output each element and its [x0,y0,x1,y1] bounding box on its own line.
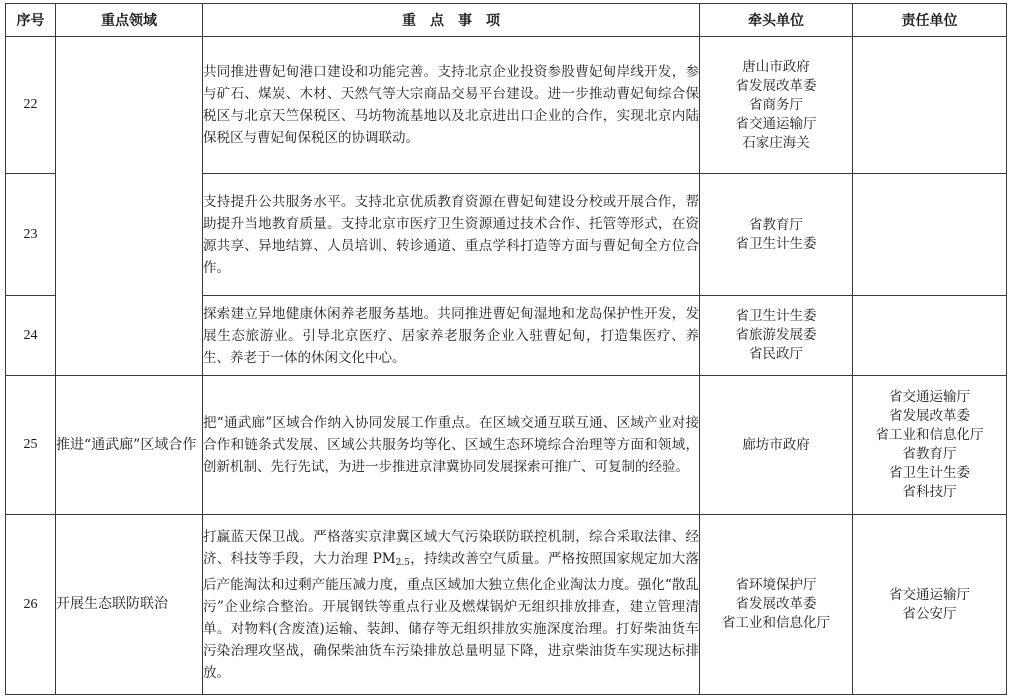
header-task: 重点事项 [203,4,700,37]
table-row [6,376,1007,515]
row-number: 25 [6,376,56,515]
lead-unit: 石家庄海关 [742,134,810,151]
row-number: 26 [6,515,56,695]
table-row [6,515,1007,695]
header-resp: 责任单位 [853,4,1007,37]
task-text-part: ，持续改善空气质量。严格按照国家规定加大落后产能淘汰和过剩产能压减力度，重点区域加大独立焦化企业淘汰力度。强化“散乱污”企业综合整治。开展钢铁等重点行业及燃煤锅炉无组织排放排查，建立管理清单。对物料(含废渣)运输、装卸、储存等无组织排放实施深度治理。打好柴油货车污染治理攻坚战，确保柴油货车污染排放总量明显下降，进京柴油货车实现达标排放。 [203,550,700,681]
lead-unit: 省民政厅 [749,346,803,362]
pm-subscript: 2.5 [395,557,410,568]
row-number: 23 [6,174,56,296]
lead-unit: 唐山市政府 [742,58,810,75]
row-number: 24 [6,296,56,376]
lead-unit-cell [700,296,853,376]
lead-unit: 廊坊市政府 [742,436,810,453]
resp-unit: 省教育厅 [902,446,957,462]
lead-unit: 省工业和信息化厅 [722,615,830,631]
lead-unit: 省旅游发展委 [735,327,817,343]
lead-unit: 省交通运输厅 [735,115,817,132]
task-cell: 探索建立异地健康休闲养老服务基地。共同推进曹妃甸湿地和龙岛保护性开发，发展生态旅游业。引导北京医疗、居家养老服务企业入驻曹妃甸，打造集医疗、养生、养老于一体的休闲文化中心。 [203,296,700,376]
area-cell: 开展生态联防联治 [56,515,203,695]
table-header-row [6,4,1007,37]
row-number: 22 [6,37,56,174]
header-area: 重点领域 [56,4,203,37]
lead-unit-cell [700,376,853,515]
resp-unit: 省工业和信息化厅 [875,427,984,443]
task-cell: 支持提升公共服务水平。支持北京优质教育资源在曹妃甸建设分校或开展合作，帮助提升当地教育质量。支持北京市医疗卫生资源通过技术合作、托管等形式，在资源共享、异地结算、人员培训、转诊通道、重点学科打造等方面与曹妃甸全方位合作。 [203,174,700,296]
lead-unit: 省卫生计生委 [735,235,817,252]
resp-unit: 省交通运输厅 [889,586,970,603]
lead-unit-cell [700,37,853,174]
resp-unit: 省交通运输厅 [889,389,970,405]
lead-unit-cell [700,515,853,695]
task-text-part: 打赢蓝天保卫战。严格落实京津冀区域大气污染联防联控机制，综合采取法律、经济、科技等手段，大力治理 PM [203,528,699,567]
table-row [6,37,1007,174]
area-cell-empty [56,37,203,376]
resp-unit-cell [853,296,1007,376]
task-cell: 把“通武廊”区域合作纳入协同发展工作重点。在区域交通互联互通、区域产业对接合作和链条式发展、区域公共服务均等化、区域生态环境综合治理等方面和领域，创新机制、先行先试，为进一步推进京津冀协同发展探索可推广、可复制的经验。 [203,376,700,515]
lead-unit: 省教育厅 [749,216,803,233]
lead-unit-cell [700,174,853,296]
task-table [5,3,1007,695]
resp-unit-cell [853,37,1007,174]
lead-unit: 省卫生计生委 [735,308,817,324]
resp-unit: 省公安厅 [902,605,957,622]
resp-unit: 省卫生计生委 [889,465,970,481]
resp-unit-cell [853,174,1007,296]
lead-unit: 省发展改革委 [735,596,817,612]
task-cell: 共同推进曹妃甸港口建设和功能完善。支持北京企业投资参股曹妃甸岸线开发，参与矿石、煤炭、木材、天然气等大宗商品交易平台建设。进一步推动曹妃甸综合保税区与北京天竺保税区、马坊物流基地以及北京进出口企业的合作，实现北京内陆保税区与曹妃甸保税区的协调联动。 [203,37,700,174]
resp-unit-cell [853,515,1007,695]
header-num: 序号 [6,4,56,37]
lead-unit: 省商务厅 [749,96,803,113]
resp-unit: 省发展改革委 [889,408,970,424]
header-lead: 牵头单位 [700,4,853,37]
lead-unit: 省环境保护厅 [735,577,817,593]
lead-unit: 省发展改革委 [735,77,817,94]
resp-unit-cell [853,376,1007,515]
resp-unit: 省科技厅 [902,484,957,500]
area-cell: 推进“通武廊”区域合作 [56,376,203,515]
task-cell [203,515,700,695]
